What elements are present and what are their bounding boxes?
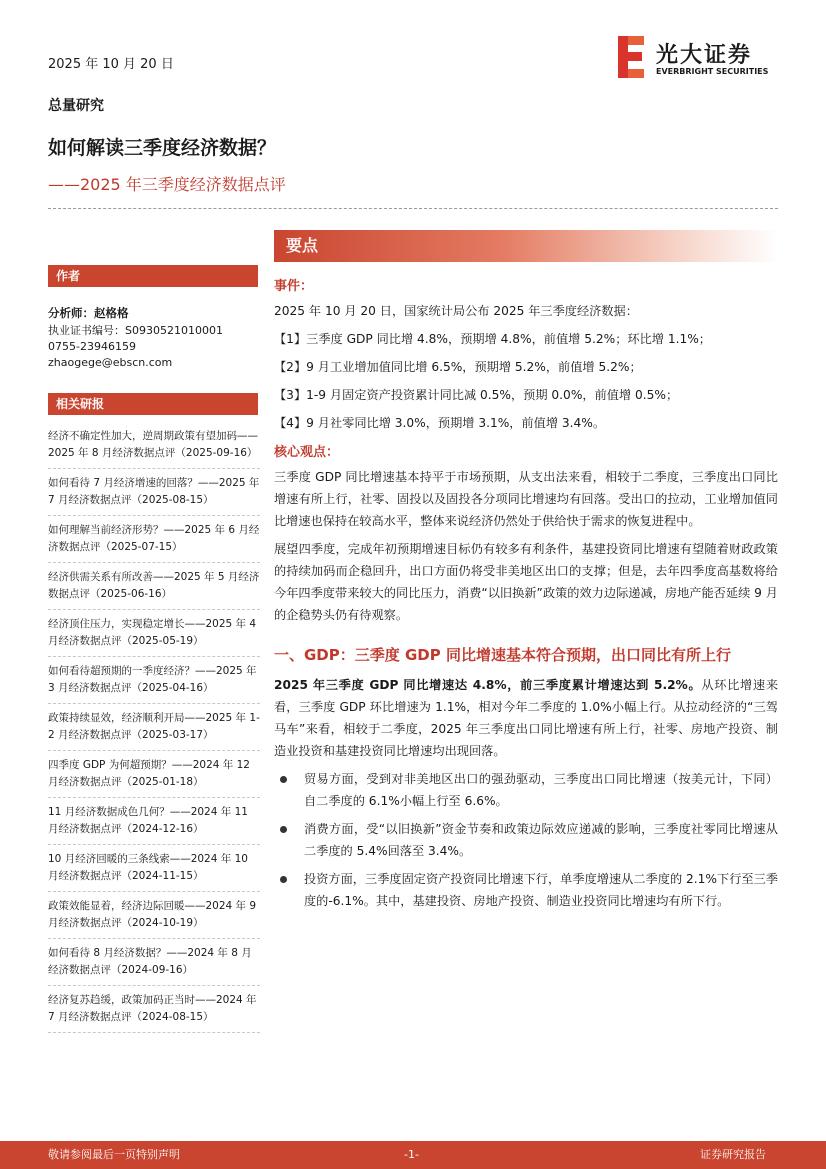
bullet-icon <box>280 826 287 833</box>
event-item: 【3】1-9 月固定资产投资累计同比减 0.5%，预期 0.0%，前值增 0.5%； <box>274 388 679 402</box>
section-1-lead: 2025 年三季度 GDP 同比增速达 4.8%，前三季度累计增速达到 5.2%。 <box>274 678 702 692</box>
header-divider <box>48 208 778 209</box>
footer-report-type: 证券研究报告 <box>700 1148 766 1161</box>
related-report-item[interactable]: 11 月经济数据成色几何？——2024 年 11 月经济数据点评（2024-12-16） <box>48 804 260 845</box>
bullet-text: 贸易方面，受到对非美地区出口的强劲驱动，三季度出口同比增速（按美元计，下同）自二季度的 6.1%小幅上行至 6.6%。 <box>304 772 778 808</box>
related-report-item[interactable]: 如何看待 7 月经济增速的回落？——2025 年 7 月经济数据点评（2025-08-15） <box>48 475 260 516</box>
logo-chinese-name: 光大证券 <box>656 43 753 68</box>
page-title: 如何解读三季度经济数据？ <box>48 137 277 159</box>
key-points-header: 要点 <box>274 230 778 262</box>
related-report-item[interactable]: 政策持续显效，经济顺利开局——2025 年 1-2 月经济数据点评（2025-03-17） <box>48 710 260 751</box>
core-paragraph-1: 三季度 GDP 同比增速基本持平于市场预期，从支出法来看，相较于二季度，三季度出口同比增速有所上行，社零、固投以及固投各分项同比增速均有回落。受出口的拉动，工业增加值同比增速也保持在较高水平，整体来说经济仍然处于供给快于需求的恢复进程中。 <box>274 470 778 528</box>
company-logo <box>618 36 778 80</box>
page-number: -1- <box>404 1148 419 1161</box>
section-1-title: 一、GDP：三季度 GDP 同比增速基本符合预期，出口同比有所上行 <box>274 646 731 664</box>
report-category: 总量研究 <box>48 98 104 114</box>
core-paragraph-2: 展望四季度，完成年初预期增速目标仍有较多有利条件，基建投资同比增速有望随着财政政策的持续加码而企稳回升，出口方面仍将受非美地区出口的支撑；但是，去年四季度高基数将给今年四季度带来较大的同比压力，消费“以旧换新”政策的效力边际递减，房地产能否延续 9 月的企稳势头仍有待观察。 <box>274 542 778 622</box>
analyst-cert: 执业证书编号：S0930521010001 <box>48 324 223 337</box>
footer-disclaimer[interactable]: 敬请参阅最后一页特别声明 <box>48 1148 180 1161</box>
analyst-info <box>48 305 223 371</box>
related-report-item[interactable]: 政策效能显着，经济边际回暖——2024 年 9 月经济数据点评（2024-10-19） <box>48 898 260 939</box>
event-label: 事件： <box>274 279 314 294</box>
analyst-phone: 0755-23946159 <box>48 340 136 353</box>
bullet-text: 投资方面，三季度固定资产投资同比增速下行，单季度增速从二季度的 2.1%下行至三季度的-6.1%。其中，基建投资、房地产投资、制造业投资同比增速均有所下行。 <box>304 872 778 908</box>
bullet-text: 消费方面，受“以旧换新”资金节奏和政策边际效应递减的影响，三季度社零同比增速从二季度的 5.4%回落至 3.4%。 <box>304 822 778 858</box>
bullet-item <box>274 818 778 862</box>
related-reports-header: 相关研报 <box>48 393 258 415</box>
report-date: 2025 年 10 月 20 日 <box>48 57 174 72</box>
analyst-name: 分析师：赵格格 <box>48 306 129 320</box>
related-report-item[interactable]: 经济顶住压力，实现稳定增长——2025 年 4 月经济数据点评（2025-05-19） <box>48 616 260 657</box>
section-1-body: 从环比增速来看，三季度 GDP 环比增速为 1.1%，相对今年二季度的 1.0%小幅上行。从拉动经济的“三驾马车”来看，相较于二季度，2025 年三季度出口同比增速有所上行，社零、房地产投资、制造业投资和基建投资同比增速均出现回落。 <box>274 678 779 758</box>
page-footer <box>0 1141 826 1169</box>
author-section-header: 作者 <box>48 265 258 287</box>
related-report-item[interactable]: 经济复苏趋缓，政策加码正当时——2024 年 7 月经济数据点评（2024-08-15） <box>48 992 260 1033</box>
bullet-item <box>274 768 778 812</box>
bullet-icon <box>280 776 287 783</box>
page-subtitle: ——2025 年三季度经济数据点评 <box>48 175 286 194</box>
related-reports-list <box>48 428 260 1039</box>
event-item: 【4】9 月社零同比增 3.0%，预期增 3.1%，前值增 3.4%。 <box>274 416 606 430</box>
related-report-item[interactable]: 四季度 GDP 为何超预期？——2024 年 12 月经济数据点评（2025-01-18） <box>48 757 260 798</box>
section-1-paragraph <box>274 674 778 762</box>
related-report-item[interactable]: 经济不确定性加大，逆周期政策有望加码——2025 年 8 月经济数据点评（2025-09-16） <box>48 428 260 469</box>
related-report-item[interactable]: 10 月经济回暖的三条线索——2024 年 10 月经济数据点评（2024-11-15） <box>48 851 260 892</box>
related-report-item[interactable]: 如何理解当前经济形势？——2025 年 6 月经济数据点评（2025-07-15） <box>48 522 260 563</box>
bullet-item <box>274 868 778 912</box>
related-report-item[interactable]: 如何看待 8 月经济数据？——2024 年 8 月经济数据点评（2024-09-16） <box>48 945 260 986</box>
related-report-item[interactable]: 经济供需关系有所改善——2025 年 5 月经济数据点评（2025-06-16） <box>48 569 260 610</box>
main-content <box>274 276 778 918</box>
everbright-logo-icon <box>618 36 646 78</box>
analyst-email[interactable]: zhaogege@ebscn.com <box>48 356 173 369</box>
logo-english-name: EVERBRIGHT SECURITIES <box>656 67 769 76</box>
event-item: 【1】三季度 GDP 同比增 4.8%，预期增 4.8%，前值增 5.2%；环比增 1.1%； <box>274 332 711 346</box>
event-intro: 2025 年 10 月 20 日，国家统计局公布 2025 年三季度经济数据： <box>274 304 638 318</box>
related-report-item[interactable]: 如何看待超预期的一季度经济？——2025 年 3 月经济数据点评（2025-04-16） <box>48 663 260 704</box>
core-view-label: 核心观点： <box>274 445 340 460</box>
event-item: 【2】9 月工业增加值同比增 6.5%，预期增 5.2%，前值增 5.2%； <box>274 360 642 374</box>
bullet-icon <box>280 876 287 883</box>
